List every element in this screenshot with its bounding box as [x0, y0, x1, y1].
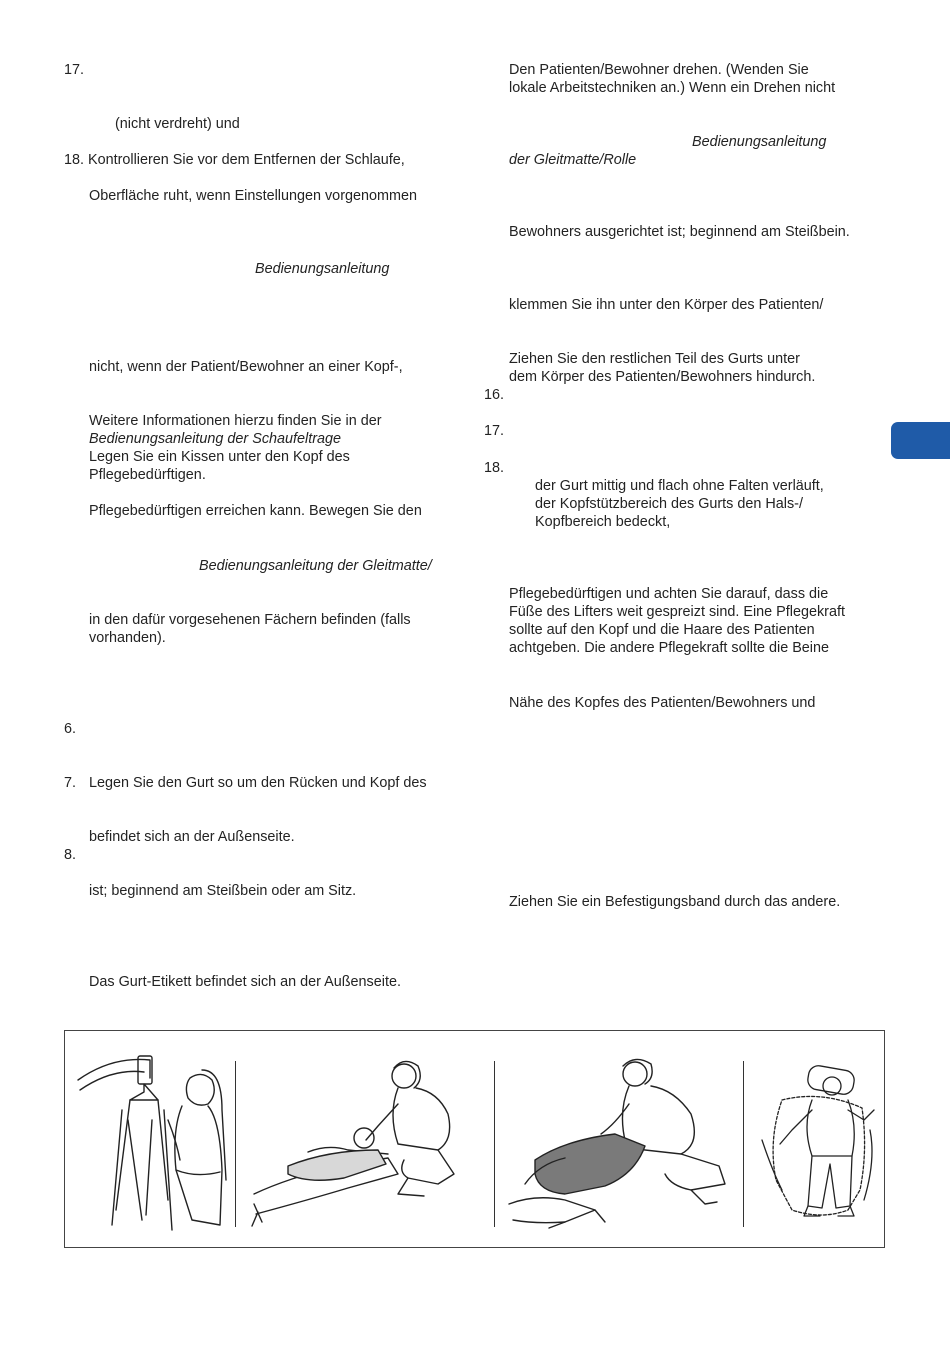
- step-number-6: 6.: [64, 721, 77, 737]
- text-line: Oberfläche ruht, wenn Einstellungen vorgenommen: [89, 188, 417, 204]
- text-line: Weitere Informationen hierzu finden Sie in der: [89, 413, 382, 429]
- text-line: ist; beginnend am Steißbein oder am Sitz.: [89, 883, 357, 899]
- text-line: dem Körper des Patienten/Bewohners hindurch.: [509, 369, 816, 385]
- text-line: Pflegebedürftigen erreichen kann. Bewegen Sie den: [89, 503, 422, 519]
- text-line: in den dafür vorgesehenen Fächern befinden (falls: [89, 612, 411, 628]
- panel-divider: [494, 1061, 495, 1227]
- text-line: sollte auf den Kopf und die Haare des Patienten: [509, 622, 815, 638]
- text-line: befindet sich an der Außenseite.: [89, 829, 295, 845]
- text-line: (nicht verdreht) und: [115, 116, 240, 132]
- lifter-illustration: [72, 1050, 230, 1235]
- step-18-text: 18. Kontrollieren Sie vor dem Entfernen der Schlaufe,: [64, 152, 405, 168]
- text-line: Das Gurt-Etikett befindet sich an der Außenseite.: [89, 974, 401, 990]
- text-line: Pflegebedürftigen.: [89, 467, 206, 483]
- caregiver-positioning-illustration: [248, 1054, 488, 1229]
- text-line: Füße des Lifters weit gespreizt sind. Eine Pflegekraft: [509, 604, 845, 620]
- text-line: Pflegebedürftigen und achten Sie darauf, dass die: [509, 586, 829, 602]
- step-number-16: 16.: [484, 387, 505, 403]
- text-line: Nähe des Kopfes des Patienten/Bewohners und: [509, 695, 816, 711]
- patient-turning-illustration: [505, 1054, 737, 1229]
- manual-reference: Bedienungsanleitung: [255, 261, 390, 277]
- manual-reference: Bedienungsanleitung der Schaufeltrage: [89, 431, 342, 447]
- manual-reference: Bedienungsanleitung der Gleitmatte/: [199, 558, 432, 574]
- patient-on-sling-illustration: [752, 1060, 880, 1225]
- text-line: Legen Sie ein Kissen unter den Kopf des: [89, 449, 350, 465]
- text-line: Bewohners ausgerichtet ist; beginnend am Steißbein.: [509, 224, 850, 240]
- step-number-18: 18.: [484, 460, 505, 476]
- step-number-7: 7.: [64, 775, 77, 791]
- panel-divider: [235, 1061, 236, 1227]
- manual-reference: Bedienungsanleitung: [692, 134, 827, 150]
- text-line: Ziehen Sie den restlichen Teil des Gurts unter: [509, 351, 800, 367]
- text-line: Ziehen Sie ein Befestigungsband durch das andere.: [509, 894, 841, 910]
- text-line: der Gurt mittig und flach ohne Falten verläuft,: [535, 478, 824, 494]
- chapter-tab: [891, 422, 950, 459]
- text-line: nicht, wenn der Patient/Bewohner an einer Kopf-,: [89, 359, 403, 375]
- manual-reference: der Gleitmatte/Rolle: [509, 152, 637, 168]
- text-line: Kopfbereich bedeckt,: [535, 514, 671, 530]
- text-line: klemmen Sie ihn unter den Körper des Patienten/: [509, 297, 824, 313]
- text-line: der Kopfstützbereich des Gurts den Hals-/: [535, 496, 803, 512]
- text-line: Den Patienten/Bewohner drehen. (Wenden Sie: [509, 62, 809, 78]
- step-number-17: 17.: [484, 423, 505, 439]
- text-line: vorhanden).: [89, 630, 166, 646]
- text-line: lokale Arbeitstechniken an.) Wenn ein Drehen nicht: [509, 80, 836, 96]
- panel-divider: [743, 1061, 744, 1227]
- text-line: Legen Sie den Gurt so um den Rücken und Kopf des: [89, 775, 427, 791]
- step-number-8: 8.: [64, 847, 77, 863]
- text-line: achtgeben. Die andere Pflegekraft sollte die Beine: [509, 640, 830, 656]
- step-number-17: 17.: [64, 62, 85, 78]
